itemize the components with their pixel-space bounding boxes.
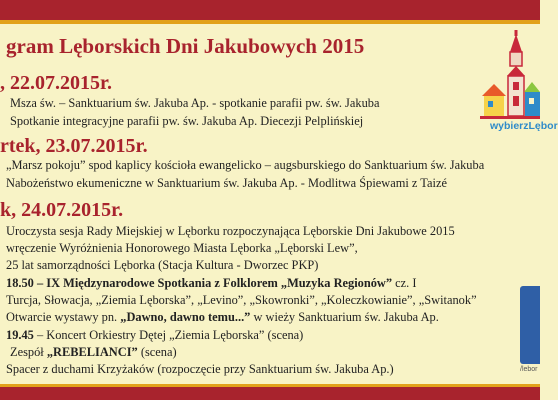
event-line-11 (6, 328, 303, 343)
event-time-1850: 18.50 (6, 276, 34, 290)
top-band (0, 0, 540, 24)
day-heading-3: k, 24.07.2015r. (0, 199, 124, 221)
exhibition-suffix: w wieży Sanktuarium św. Jakuba Ap. (250, 310, 439, 324)
logo-word-wybierz: wybierz (490, 120, 529, 132)
event-line-9: Turcja, Słowacja, „Ziemia Lęborska”, „Levino”, „Skowronki”, „Koleczkowianie”, „Switanok” (6, 293, 477, 307)
event-line-4: Nabożeństwo ekumeniczne w Sanktuarium św. Jakuba Ap. - Modlitwa Śpiewami z Taizé (6, 176, 447, 190)
event-line-5: Uroczysta sesja Rady Miejskiej w Lęborku rozpoczynająca Lęborskie Dni Jakubowe 2015 (6, 224, 455, 238)
band-name: „REBELIANCI” (46, 345, 138, 359)
side-url-text: /lebor (520, 366, 538, 373)
church-logo-icon (476, 30, 540, 134)
event-part: cz. I (392, 276, 417, 290)
event-line-6: wręczenie Wyróżnienia Honorowego Miasta Lęborka „Lęborski Lew”, (6, 241, 358, 255)
bottom-band (0, 384, 540, 400)
exhibition-prefix: Otwarcie wystawy pn. (6, 310, 121, 324)
day-heading-1: , 22.07.2015r. (0, 72, 113, 94)
event-line-7: 25 lat samorządności Lęborka (Stacja Kultura - Dworzec PKP) (6, 258, 319, 272)
event-title-folklore: – IX Międzynarodowe Spotkania z Folklorem „Muzyka Regionów” (33, 276, 393, 290)
page-title: gram Lęborskich Dni Jakubowych 2015 (6, 34, 365, 58)
side-blue-panel (520, 286, 540, 364)
band-suffix: (scena) (137, 345, 177, 359)
event-title-concert: – Koncert Orkiestry Dętej „Ziemia Lęborska” (scena) (33, 328, 304, 342)
day-heading-2: rtek, 23.07.2015r. (0, 135, 148, 157)
exhibition-title: „Dawno, dawno temu...” (120, 310, 251, 324)
event-line-1: Msza św. – Sanktuarium św. Jakuba Ap. - spotkanie parafii pw. św. Jakuba (10, 96, 380, 110)
logo-wordmark (490, 120, 558, 132)
event-line-10 (6, 310, 439, 325)
event-line-12 (10, 345, 177, 360)
event-line-3: „Marsz pokoju” spod kaplicy kościoła ewangelicko – augsburskiego do Sanktuarium św. Jakuba (6, 158, 485, 172)
logo-word-lebork: Lębor (528, 120, 558, 132)
event-time-1945: 19.45 (6, 328, 34, 342)
event-line-2: Spotkanie integracyjne parafii pw. św. Jakuba Ap. Diecezji Pelplińskiej (10, 114, 364, 128)
event-line-13: Spacer z duchami Krzyżaków (rozpoczęcie przy Sanktuarium św. Jakuba Ap.) (6, 362, 394, 376)
event-line-8 (6, 276, 417, 291)
band-prefix: Zespół (10, 345, 47, 359)
